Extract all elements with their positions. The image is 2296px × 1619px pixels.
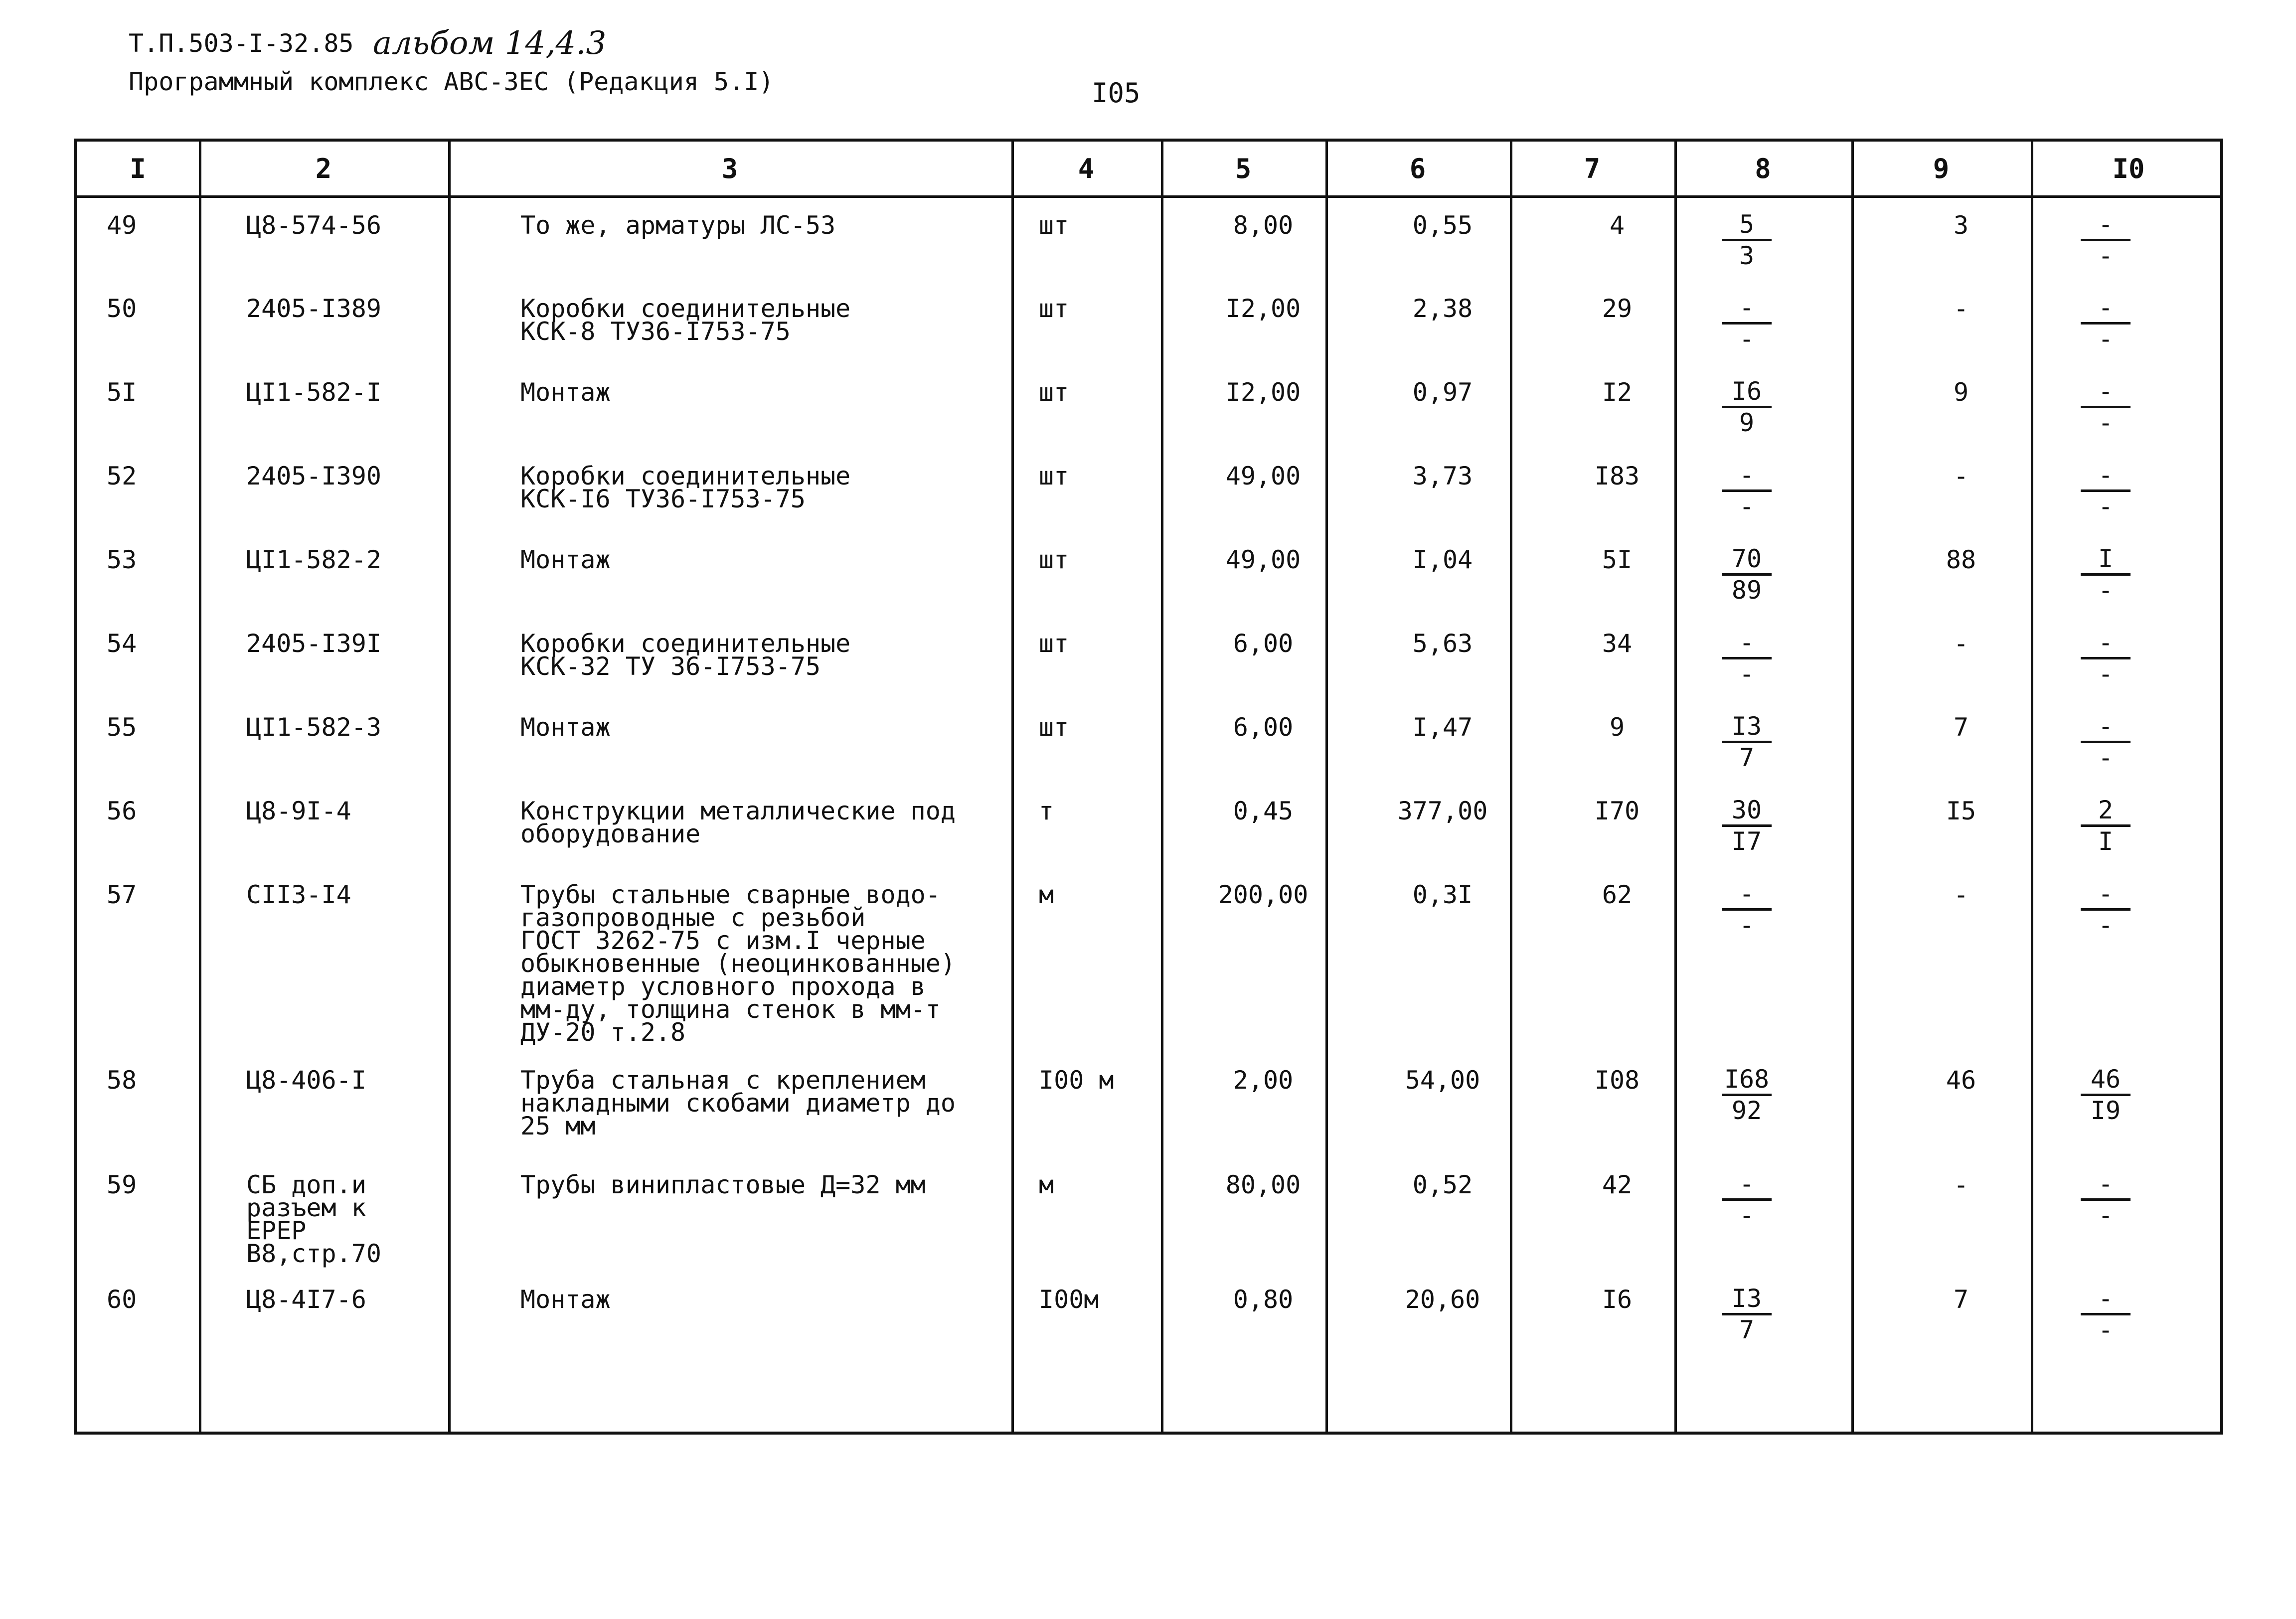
item-unit: шт xyxy=(1039,629,1069,658)
item-col-8-fraction-numerator: - xyxy=(1722,630,1772,659)
item-col-8-fraction xyxy=(1714,295,1779,351)
column-divider xyxy=(448,142,451,1432)
item-col-8-fraction-denominator: 3 xyxy=(1739,241,1755,270)
item-description: Монтаж xyxy=(520,1285,611,1314)
item-col-9: - xyxy=(1953,880,1969,909)
column-divider xyxy=(199,142,201,1432)
item-col-8-fraction-denominator: - xyxy=(1739,1201,1755,1230)
item-quantity: I2,00 xyxy=(1225,294,1301,323)
item-unit: шт xyxy=(1039,713,1069,742)
item-total: I83 xyxy=(1594,462,1640,490)
column-divider xyxy=(1674,142,1677,1432)
item-unit: м xyxy=(1039,1170,1054,1199)
item-total: I70 xyxy=(1594,797,1640,825)
item-col-8-fraction xyxy=(1714,714,1779,770)
item-col-10-fraction-numerator: - xyxy=(2081,212,2131,241)
item-code: СII3-I4 xyxy=(246,880,351,909)
item-col-8-fraction xyxy=(1714,379,1779,435)
column-header-10: I0 xyxy=(2112,153,2145,184)
item-code: Ц8-9I-4 xyxy=(246,797,351,825)
item-col-10-fraction xyxy=(2073,714,2138,770)
item-quantity: 0,80 xyxy=(1233,1285,1294,1314)
item-col-10-fraction-denominator: I9 xyxy=(2090,1096,2121,1125)
item-quantity: 2,00 xyxy=(1233,1066,1294,1095)
header-divider xyxy=(77,195,2220,198)
item-total: 42 xyxy=(1602,1170,1633,1199)
item-description: Трубы стальные сварные водо- газопроводные с резьбой ГОСТ 3262-75 с изм.I черные обыкновенные (неоцинкованные) диаметр условного прохода в мм-ду, толщина стенок в мм-т ДУ-20 т.2.8 xyxy=(520,880,956,1047)
row-number: 58 xyxy=(107,1066,137,1095)
item-unit: шт xyxy=(1039,294,1069,323)
item-code: ЦI1-582-2 xyxy=(246,545,381,574)
item-code: Ц8-574-56 xyxy=(246,211,381,240)
item-col-10-fraction-numerator: 46 xyxy=(2081,1067,2131,1096)
item-col-8-fraction-numerator: 5 xyxy=(1722,212,1772,241)
item-description: Монтаж xyxy=(520,545,611,574)
item-col-8-fraction xyxy=(1714,546,1779,603)
item-col-10-fraction-denominator: - xyxy=(2098,911,2114,940)
column-header-1: I xyxy=(130,153,146,184)
handwritten-note: альбом 14,4.3 xyxy=(373,25,607,62)
item-unit-price: I,47 xyxy=(1412,713,1473,742)
item-code: ЦI1-582-I xyxy=(246,378,381,407)
item-col-8-fraction-denominator: - xyxy=(1739,911,1755,940)
item-description: Трубы винипластовые Д=32 мм xyxy=(520,1170,926,1199)
item-quantity: 8,00 xyxy=(1233,211,1294,240)
item-col-10-fraction-numerator: - xyxy=(2081,1171,2131,1201)
item-unit: I00м xyxy=(1039,1285,1099,1314)
item-col-8-fraction xyxy=(1714,463,1779,519)
item-total: 34 xyxy=(1602,629,1633,658)
item-description: То же, арматуры ЛС-53 xyxy=(520,211,836,240)
item-total: 29 xyxy=(1602,294,1633,323)
item-col-10-fraction-denominator: - xyxy=(2098,408,2114,437)
item-col-10-fraction xyxy=(2073,546,2138,603)
item-col-8-fraction xyxy=(1714,212,1779,268)
item-total: 9 xyxy=(1609,713,1625,742)
item-code: 2405-I389 xyxy=(246,294,381,323)
item-col-10-fraction-numerator: - xyxy=(2081,630,2131,659)
item-col-10-fraction-denominator: - xyxy=(2098,324,2114,353)
item-quantity: 6,00 xyxy=(1233,629,1294,658)
column-header-9: 9 xyxy=(1933,153,1950,184)
item-total: 4 xyxy=(1609,211,1625,240)
column-divider xyxy=(2031,142,2033,1432)
item-col-10-fraction xyxy=(2073,630,2138,686)
item-quantity: 0,45 xyxy=(1233,797,1294,825)
item-col-9: 9 xyxy=(1953,378,1969,407)
item-col-8-fraction xyxy=(1714,881,1779,938)
item-col-9: - xyxy=(1953,294,1969,323)
item-col-8-fraction-numerator: - xyxy=(1722,463,1772,492)
item-col-8-fraction-denominator: - xyxy=(1739,492,1755,521)
row-number: 53 xyxy=(107,545,137,574)
column-header-2: 2 xyxy=(315,153,332,184)
column-header-7: 7 xyxy=(1584,153,1601,184)
item-description: Коробки соединительные КСК-8 ТУ36-I753-75 xyxy=(520,294,851,346)
item-code: ЦI1-582-3 xyxy=(246,713,381,742)
column-divider xyxy=(1161,142,1163,1432)
column-divider xyxy=(1325,142,1328,1432)
column-divider xyxy=(1510,142,1512,1432)
item-col-8-fraction xyxy=(1714,798,1779,854)
row-number: 49 xyxy=(107,211,137,240)
item-col-10-fraction-denominator: - xyxy=(2098,1201,2114,1230)
row-number: 54 xyxy=(107,629,137,658)
item-unit-price: 5,63 xyxy=(1412,629,1473,658)
item-col-10-fraction xyxy=(2073,1067,2138,1123)
item-col-10-fraction-numerator: 2 xyxy=(2081,798,2131,827)
item-description: Труба стальная с креплением накладными скобами диаметр до 25 мм xyxy=(520,1066,956,1140)
item-col-10-fraction xyxy=(2073,379,2138,435)
row-number: 55 xyxy=(107,713,137,742)
item-unit-price: 0,52 xyxy=(1412,1170,1473,1199)
column-header-3: 3 xyxy=(721,153,738,184)
row-number: 59 xyxy=(107,1170,137,1199)
item-unit-price: 0,55 xyxy=(1412,211,1473,240)
item-col-8-fraction-numerator: 30 xyxy=(1722,798,1772,827)
item-col-8-fraction-numerator: - xyxy=(1722,1171,1772,1201)
item-col-10-fraction-denominator: - xyxy=(2098,492,2114,521)
item-col-9: 7 xyxy=(1953,713,1969,742)
item-col-8-fraction-denominator: - xyxy=(1739,324,1755,353)
item-col-8-fraction xyxy=(1714,1067,1779,1123)
estimate-table xyxy=(74,139,2223,1435)
row-number: 60 xyxy=(107,1285,137,1314)
item-col-10-fraction-denominator: - xyxy=(2098,576,2114,605)
item-col-10-fraction-denominator: - xyxy=(2098,241,2114,270)
row-number: 57 xyxy=(107,880,137,909)
item-col-9: - xyxy=(1953,462,1969,490)
item-col-8-fraction-denominator: - xyxy=(1739,659,1755,688)
item-quantity: 200,00 xyxy=(1218,880,1309,909)
item-total: I08 xyxy=(1594,1066,1640,1095)
item-col-10-fraction xyxy=(2073,1286,2138,1342)
column-header-6: 6 xyxy=(1409,153,1426,184)
item-col-8-fraction-denominator: 92 xyxy=(1731,1096,1762,1125)
item-description: Монтаж xyxy=(520,713,611,742)
item-col-8-fraction-numerator: I6 xyxy=(1722,379,1772,408)
column-divider xyxy=(1011,142,1014,1432)
item-total: I2 xyxy=(1602,378,1633,407)
item-col-8-fraction-denominator: 9 xyxy=(1739,408,1755,437)
item-col-8-fraction-numerator: I68 xyxy=(1722,1067,1772,1096)
item-col-10-fraction xyxy=(2073,798,2138,854)
item-unit: шт xyxy=(1039,545,1069,574)
item-unit-price: 377,00 xyxy=(1397,797,1488,825)
item-col-8-fraction xyxy=(1714,1171,1779,1228)
column-header-4: 4 xyxy=(1078,153,1095,184)
item-col-10-fraction-numerator: - xyxy=(2081,379,2131,408)
item-col-8-fraction-numerator: - xyxy=(1722,881,1772,911)
item-description: Монтаж xyxy=(520,378,611,407)
item-col-8-fraction-denominator: I7 xyxy=(1731,827,1762,856)
item-col-8-fraction-denominator: 89 xyxy=(1731,576,1762,605)
item-unit: I00 м xyxy=(1039,1066,1114,1095)
item-col-10-fraction-numerator: - xyxy=(2081,295,2131,324)
item-col-10-fraction-denominator: - xyxy=(2098,1315,2114,1344)
item-col-9: 3 xyxy=(1953,211,1969,240)
item-unit: шт xyxy=(1039,378,1069,407)
item-unit-price: 0,3I xyxy=(1412,880,1473,909)
item-col-10-fraction-denominator: I xyxy=(2098,827,2114,856)
item-code: Ц8-4I7-6 xyxy=(246,1285,366,1314)
item-quantity: 49,00 xyxy=(1225,545,1301,574)
item-total: 62 xyxy=(1602,880,1633,909)
item-quantity: I2,00 xyxy=(1225,378,1301,407)
item-col-10-fraction xyxy=(2073,881,2138,938)
item-description: Коробки соединительные КСК-I6 ТУ36-I753-75 xyxy=(520,462,851,513)
item-col-9: 7 xyxy=(1953,1285,1969,1314)
item-col-8-fraction xyxy=(1714,1286,1779,1342)
item-col-9: 88 xyxy=(1946,545,1976,574)
row-number: 5I xyxy=(107,378,137,407)
item-col-10-fraction-numerator: - xyxy=(2081,463,2131,492)
item-col-10-fraction xyxy=(2073,212,2138,268)
item-unit-price: 20,60 xyxy=(1405,1285,1480,1314)
item-col-10-fraction-numerator: - xyxy=(2081,881,2131,911)
item-unit: т xyxy=(1039,797,1054,825)
item-col-8-fraction-numerator: I3 xyxy=(1722,714,1772,743)
row-number: 50 xyxy=(107,294,137,323)
item-col-10-fraction-denominator: - xyxy=(2098,659,2114,688)
item-unit: шт xyxy=(1039,462,1069,490)
item-quantity: 6,00 xyxy=(1233,713,1294,742)
item-code: Ц8-406-I xyxy=(246,1066,366,1095)
item-col-10-fraction xyxy=(2073,1171,2138,1228)
item-total: I6 xyxy=(1602,1285,1633,1314)
item-col-9: I5 xyxy=(1946,797,1976,825)
item-col-10-fraction-numerator: - xyxy=(2081,1286,2131,1315)
column-header-5: 5 xyxy=(1235,153,1252,184)
item-col-8-fraction-numerator: I3 xyxy=(1722,1286,1772,1315)
item-total: 5I xyxy=(1602,545,1633,574)
item-unit-price: 0,97 xyxy=(1412,378,1473,407)
column-divider xyxy=(1851,142,1854,1432)
page-number: I05 xyxy=(1092,77,1141,109)
row-number: 56 xyxy=(107,797,137,825)
item-unit-price: 2,38 xyxy=(1412,294,1473,323)
item-col-10-fraction-denominator: - xyxy=(2098,743,2114,772)
item-col-8-fraction-numerator: - xyxy=(1722,295,1772,324)
row-number: 52 xyxy=(107,462,137,490)
item-quantity: 80,00 xyxy=(1225,1170,1301,1199)
item-col-8-fraction-numerator: 70 xyxy=(1722,546,1772,576)
item-code: 2405-I39I xyxy=(246,629,381,658)
item-quantity: 49,00 xyxy=(1225,462,1301,490)
column-header-8: 8 xyxy=(1755,153,1771,184)
item-col-10-fraction-numerator: - xyxy=(2081,714,2131,743)
item-col-9: 46 xyxy=(1946,1066,1976,1095)
header-code: Т.П.503-I-32.85 xyxy=(129,29,354,58)
item-col-8-fraction-denominator: 7 xyxy=(1739,743,1755,772)
item-col-10-fraction-numerator: I xyxy=(2081,546,2131,576)
item-col-8-fraction xyxy=(1714,630,1779,686)
program-title: Программный комплекс АВС-ЗЕС (Редакция 5.I) xyxy=(129,67,774,96)
item-code: СБ доп.и разъем к ЕРЕР В8,стр.70 xyxy=(246,1170,381,1268)
item-unit: м xyxy=(1039,880,1054,909)
item-col-9: - xyxy=(1953,629,1969,658)
item-description: Конструкции металлические под оборудование xyxy=(520,797,956,848)
item-unit-price: I,04 xyxy=(1412,545,1473,574)
item-col-9: - xyxy=(1953,1170,1969,1199)
item-col-10-fraction xyxy=(2073,463,2138,519)
item-unit-price: 3,73 xyxy=(1412,462,1473,490)
item-col-8-fraction-denominator: 7 xyxy=(1739,1315,1755,1344)
item-col-10-fraction xyxy=(2073,295,2138,351)
item-unit: шт xyxy=(1039,211,1069,240)
item-unit-price: 54,00 xyxy=(1405,1066,1480,1095)
item-code: 2405-I390 xyxy=(246,462,381,490)
item-description: Коробки соединительные КСК-32 ТУ 36-I753-75 xyxy=(520,629,851,681)
